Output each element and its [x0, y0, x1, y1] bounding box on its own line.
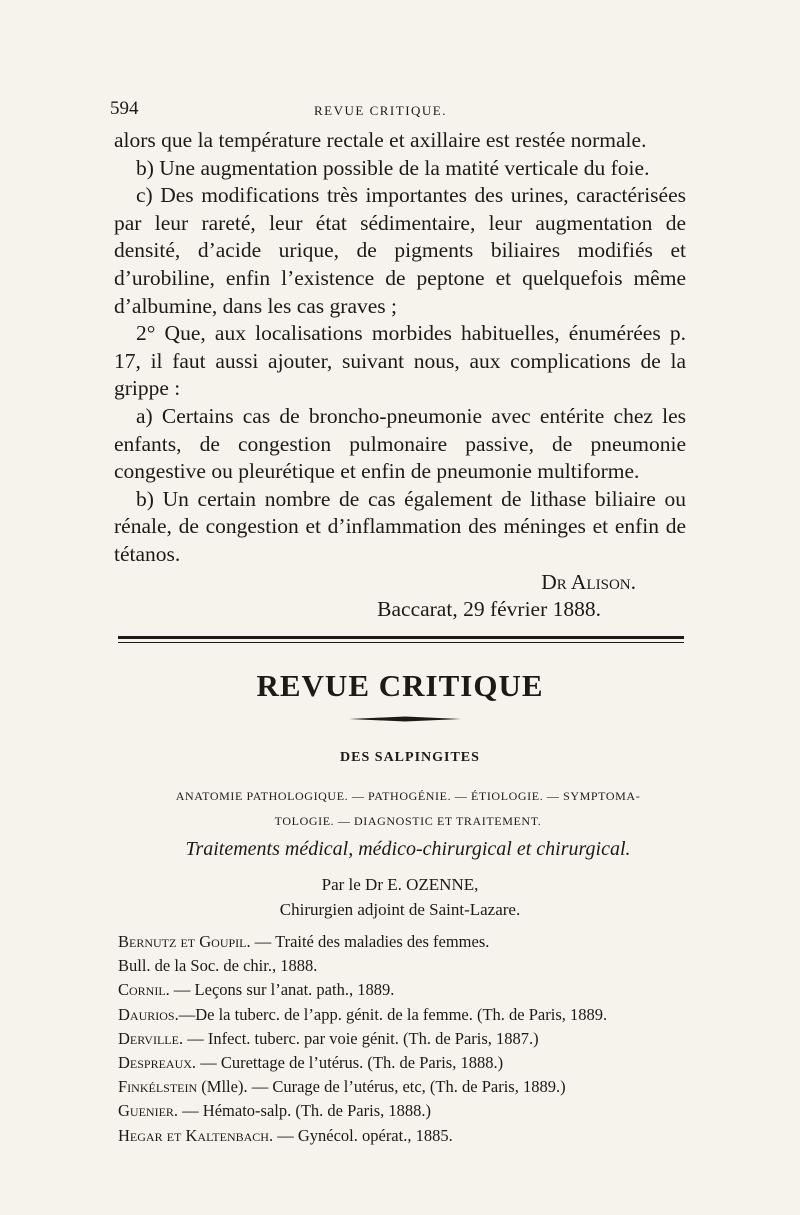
author-name: Par le Dr E. OZENNE, [321, 875, 479, 894]
treatments-line: Traitements médical, médico-chirurgical et chirurgical. [185, 838, 631, 860]
article-topics [120, 784, 696, 834]
reference-item [118, 1051, 698, 1075]
reference-authors: Guenier. [118, 1101, 179, 1121]
reference-authors: Despreaux. [118, 1053, 197, 1073]
article-author [0, 872, 800, 922]
author-role: Chirurgien adjoint de Saint-Lazare. [279, 900, 521, 919]
paragraph-broncho-pneumonie: a) Certains cas de broncho-pneumonie avec entérite chez les enfants, de congestion pulmonaire passive, de pneumonie congestive ou pleurétique et enfin de pneumonie multiforme. [114, 403, 686, 484]
bibliography [118, 930, 698, 1148]
paragraph-urines: c) Des modifications très importantes des urines, caractérisées par leur rareté, leur état sédimentaire, leur augmentation de densité, d’acide urique, de pigments biliaires modifiés et d’urobiline, enfin l’existence de peptone et quelquefois même d’albumine, dans les cas graves ; [114, 183, 686, 318]
reference-item [118, 1099, 698, 1123]
topics-line-1: ANATOMIE PATHOLOGIQUE. — PATHOGÉNIE. — ÉTIOLOGIE. — SYMPTOMA- [175, 789, 641, 803]
reference-title: — Infect. tuberc. par voie génit. (Th. de Paris, 1887.) [183, 1028, 539, 1048]
running-title: REVUE CRITIQUE. [314, 103, 447, 118]
article-subtitle: DES SALPINGITES [340, 750, 480, 765]
reference-authors: Finkélstein [118, 1077, 198, 1097]
page-number: 594 [110, 98, 139, 119]
reference-item [118, 930, 698, 954]
section-divider [118, 636, 684, 643]
reference-item [118, 1124, 698, 1148]
paragraph-lithase [114, 486, 686, 596]
reference-item [118, 954, 698, 978]
reference-item [118, 978, 698, 1002]
reference-title: (Mlle). — Curage de l’utérus, etc, (Th. de Paris, 1889.) [197, 1077, 566, 1097]
author-signature: Dr Alison. [541, 569, 636, 594]
section-title: REVUE CRITIQUE [256, 668, 544, 703]
topics-line-2: TOLOGIE. — DIAGNOSTIC ET TRAITEMENT. [274, 814, 542, 828]
reference-authors: Cornil. [118, 980, 170, 1000]
reference-title: — Leçons sur l’anat. path., 1889. [169, 980, 395, 1000]
running-header [110, 98, 700, 122]
reference-title: — Curettage de l’utérus. (Th. de Paris, 1888.) [196, 1053, 504, 1073]
divider-thin-line [118, 642, 684, 643]
reference-item [118, 1075, 698, 1099]
reference-item [118, 1027, 698, 1051]
reference-authors: Bull. de la Soc. de chir., 1888. [118, 956, 318, 976]
reference-authors: Derville. [118, 1028, 184, 1048]
place-date: Baccarat, 29 février 1888. [377, 597, 601, 622]
reference-title: — Traité des maladies des femmes. [250, 932, 490, 951]
ornament-rule-icon [349, 715, 461, 723]
reference-title: — Gynécol. opérat., 1885. [273, 1125, 453, 1145]
reference-title: — Hémato-salp. (Th. de Paris, 1888.) [178, 1101, 431, 1121]
lithase-text: b) Un certain nombre de cas également de lithase biliaire ou rénale, de congestion et d’inflammation des méninges et enfin de tétanos. [114, 486, 686, 566]
continuation-text [114, 127, 686, 624]
reference-item [118, 1003, 698, 1027]
paragraph-liver: b) Une augmentation possible de la matité verticale du foie. [136, 155, 650, 180]
paragraph-temperature: alors que la température rectale et axillaire est restée normale. [114, 128, 647, 152]
reference-title: —De la tuberc. de l’app. génit. de la femme. (Th. de Paris, 1889. [178, 1004, 608, 1024]
reference-authors: Daurios. [118, 1004, 179, 1024]
paragraph-localisations: 2° Que, aux localisations morbides habituelles, énumérées p. 17, il faut aussi ajouter, suivant nous, aux complications de la grippe : [114, 321, 686, 401]
reference-authors: Hegar et Kaltenbach. [118, 1125, 274, 1145]
reference-authors: Bernutz et Goupil. [118, 932, 251, 951]
